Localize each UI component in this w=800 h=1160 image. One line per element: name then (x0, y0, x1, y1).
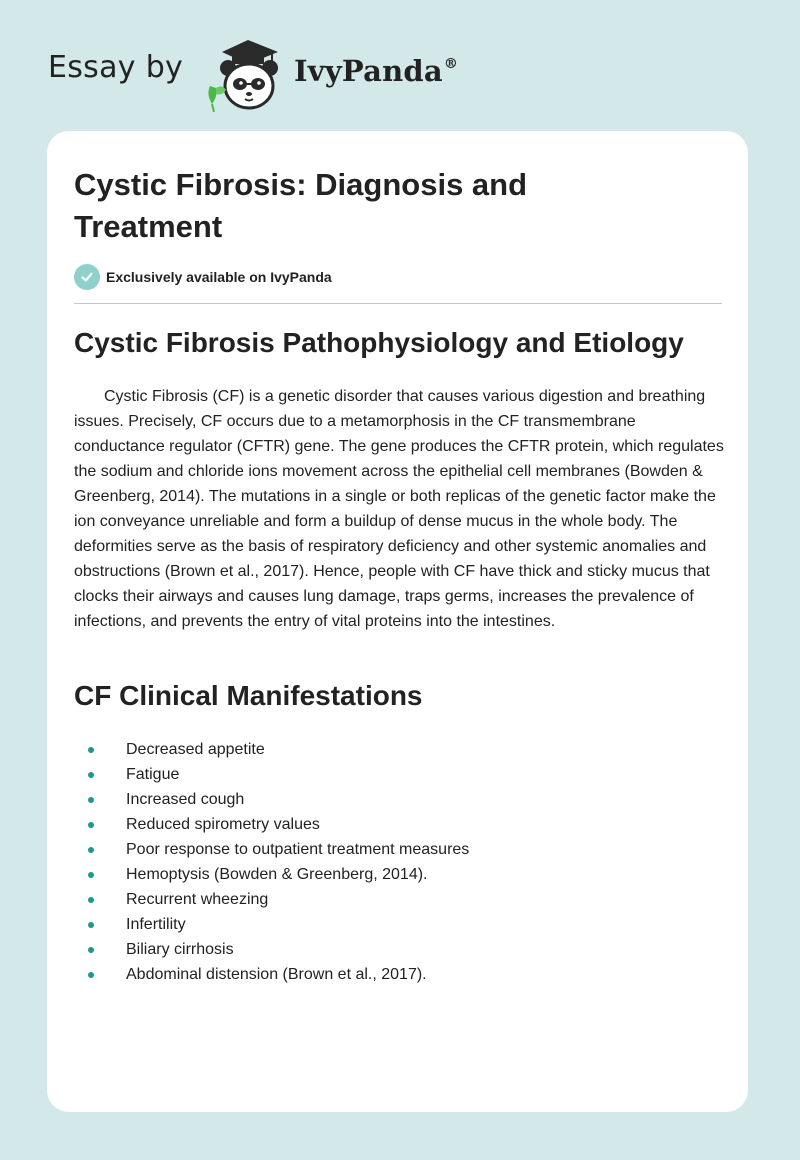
list-item: Increased cough (74, 787, 694, 812)
site-header (48, 28, 548, 118)
list-item: Abdominal distension (Brown et al., 2017). (74, 962, 694, 987)
list-item: Recurrent wheezing (74, 887, 694, 912)
list-item: Poor response to outpatient treatment measures (74, 837, 694, 862)
bullet-icon (88, 947, 94, 953)
list-item: Biliary cirrhosis (74, 937, 694, 962)
list-item: Hemoptysis (Bowden & Greenberg, 2014). (74, 862, 694, 887)
list-item: Decreased appetite (74, 737, 694, 762)
bullet-icon (88, 897, 94, 903)
section-heading-manifestations: CF Clinical Manifestations (74, 680, 423, 711)
list-item: Reduced spirometry values (74, 812, 694, 837)
exclusive-label: Exclusively available on IvyPanda (106, 269, 332, 285)
bullet-icon (88, 847, 94, 853)
list-item: Infertility (74, 912, 694, 937)
bullet-icon (88, 972, 94, 978)
check-icon (74, 264, 100, 290)
page-title: Cystic Fibrosis: Diagnosis and Treatment (74, 167, 528, 244)
manifestations-list (74, 737, 694, 987)
bullet-icon (88, 872, 94, 878)
bullet-icon (88, 747, 94, 753)
brand-name[interactable]: IvyPanda® (294, 54, 459, 88)
bullet-icon (88, 772, 94, 778)
essay-by-label: Essay by (48, 50, 184, 85)
bullet-icon (88, 797, 94, 803)
section-paragraph: Cystic Fibrosis (CF) is a genetic disorder that causes various digestion and breathing issues. Precisely, CF occurs due to a metamorphosis in the CF transmembrane conductance regulator (CFTR) gene. The gene produces the CFTR protein, which regulates the sodium and chloride ions movement across the epithelial cell membranes (Bowden & Greenberg, 2014). The mutations in a single or both replicas of the genetic factor make the ion conveyance unreliable and form a buildup of dense mucus in the whole body. The deformities serve as the basis of respiratory deficiency and other systemic anomalies and obstructions (Brown et al., 2017). Hence, people with CF have thick and sticky mucus that clocks their airways and causes lung damage, traps germs, increases the prevalence of infections, and prevents the entry of vital proteins into the intestines. (74, 388, 724, 630)
section-heading-pathophysiology: Cystic Fibrosis Pathophysiology and Etiology (74, 327, 684, 358)
bullet-icon (88, 822, 94, 828)
exclusive-badge (74, 263, 332, 291)
list-item: Fatigue (74, 762, 694, 787)
divider (74, 303, 722, 304)
bullet-icon (88, 922, 94, 928)
registered-mark: ® (443, 56, 459, 72)
panda-logo-icon[interactable] (202, 34, 294, 114)
article-card (47, 131, 748, 1112)
